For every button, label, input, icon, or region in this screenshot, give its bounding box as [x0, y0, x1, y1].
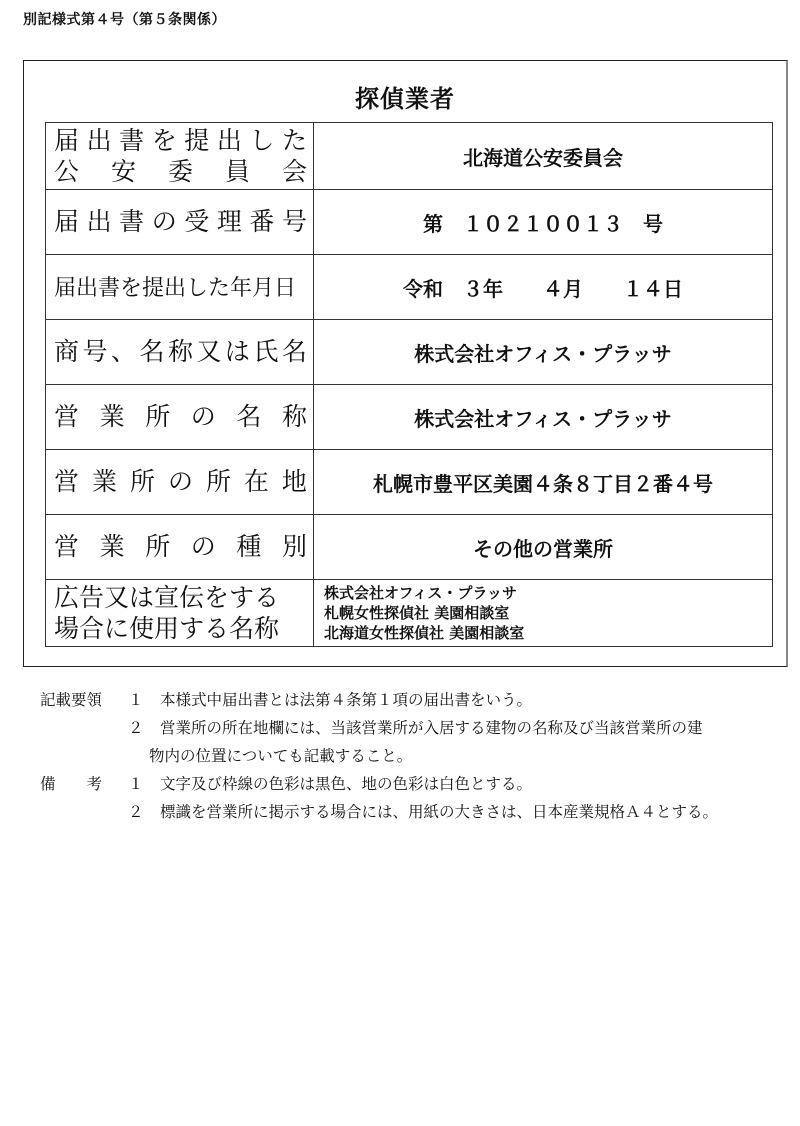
label-line-2: 公 安 委 員 会	[54, 157, 307, 186]
sign-frame	[23, 60, 788, 667]
value-receipt-number: 第 １０２１００１３ 号	[314, 190, 773, 255]
remarks-heading: 備 考	[40, 775, 103, 793]
value-office-type: その他の営業所	[314, 515, 773, 580]
table-row-receipt-number	[46, 190, 773, 255]
remark-item: 備 考 １ 文字及び枠線の色彩は黒色、地の色彩は白色とする。	[40, 770, 718, 798]
label-office-name: 営 業 所 の 名 称	[46, 385, 314, 450]
table-row-advertising-names	[46, 580, 773, 647]
table-row-submission-date	[46, 255, 773, 320]
remark-item: ２ 標識を営業所に掲示する場合には、用紙の大きさは、日本産業規格Ａ４とする。	[128, 803, 719, 821]
value-office-name: 株式会社オフィス・プラッサ	[314, 385, 773, 450]
table-row-office-name	[46, 385, 773, 450]
advertising-name: 札幌女性探偵社 美園相談室	[324, 604, 510, 622]
sign-title: 探偵業者	[355, 85, 455, 113]
advertising-name: 株式会社オフィス・プラッサ	[324, 584, 518, 602]
label-advertising-names: 広告又は宣伝をする 場合に使用する名称	[46, 580, 314, 647]
value-commission: 北海道公安委員会	[314, 123, 773, 190]
label-office-address: 営 業 所 の 所 在 地	[46, 450, 314, 515]
label-trade-name: 商 号 、 名 称 又 は 氏 名	[46, 320, 314, 385]
label-line-1: 届 出 書 を 提 出 し た	[54, 125, 307, 155]
label-commission	[46, 123, 314, 190]
instruction-continuation: 物内の位置についても記載すること。	[149, 747, 413, 765]
table-row-office-type	[46, 515, 773, 580]
value-advertising-names	[314, 580, 773, 647]
instructions-heading: 記載要領	[40, 691, 103, 709]
label-receipt-number: 届 出 書 の 受 理 番 号	[46, 190, 314, 255]
form-number: 別記様式第４号（第５条関係）	[23, 12, 226, 28]
label-submission-date: 届出書を提出した年月日	[46, 255, 314, 320]
value-trade-name: 株式会社オフィス・プラッサ	[314, 320, 773, 385]
sign-table	[45, 122, 773, 647]
label-office-type: 営 業 所 の 種 別	[46, 515, 314, 580]
table-row-office-address	[46, 450, 773, 515]
table-row-trade-name	[46, 320, 773, 385]
instruction-item: ２ 営業所の所在地欄には、当該営業所が入居する建物の名称及び当該営業所の建	[128, 719, 703, 737]
table-row-commission	[46, 123, 773, 190]
instruction-item: 記載要領 １ 本様式中届出書とは法第４条第１項の届出書をいう。	[40, 686, 718, 714]
advertising-name: 北海道女性探偵社 美園相談室	[324, 624, 525, 642]
value-submission-date: 令和 ３年 ４月 １４日	[314, 255, 773, 320]
notes-section	[40, 686, 718, 826]
value-office-address: 札幌市豊平区美園４条８丁目２番４号	[314, 450, 773, 515]
